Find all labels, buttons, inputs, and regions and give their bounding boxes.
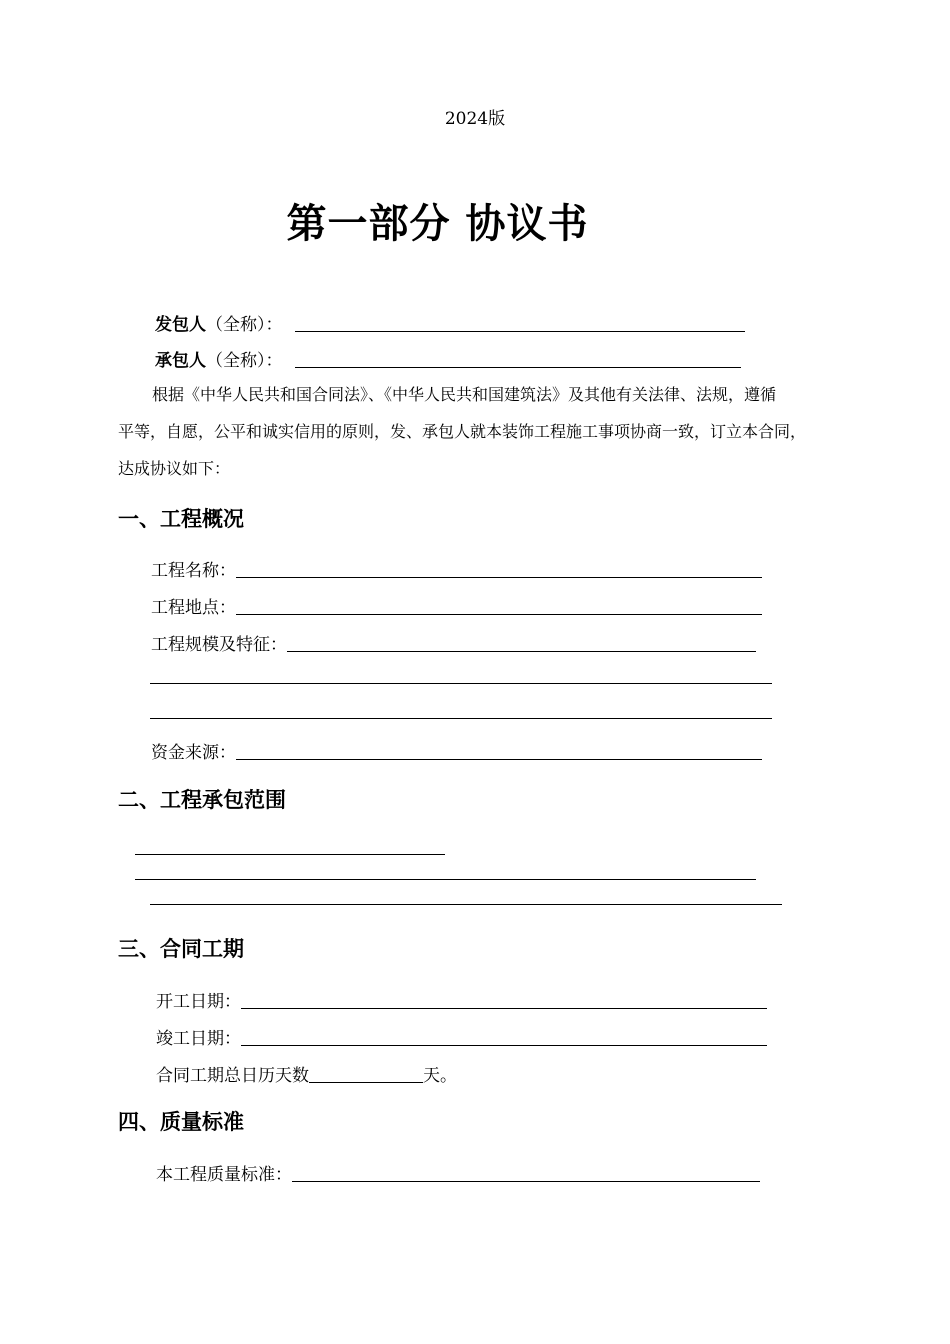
- section-1-heading: 一、工程概况: [118, 507, 244, 531]
- employer-row: [155, 310, 745, 335]
- start-date-label: 开工日期：: [156, 992, 241, 1012]
- section-4-heading: 四、质量标准: [118, 1110, 244, 1134]
- contractor-name-field[interactable]: [295, 367, 741, 368]
- employer-name-field[interactable]: [295, 331, 745, 332]
- project-scale-field-line-3[interactable]: [150, 718, 772, 719]
- intro-line-1: 根据《中华人民共和国合同法》、《中华人民共和国建筑法》及其他有关法律、法规，遵循: [152, 385, 777, 404]
- end-date-label: 竣工日期：: [156, 1029, 241, 1049]
- quality-field[interactable]: [292, 1181, 760, 1182]
- duration-prefix: 合同工期总日历天数: [156, 1066, 309, 1086]
- contractor-label: 承包人: [155, 351, 206, 371]
- project-name-label: 工程名称：: [151, 561, 236, 581]
- project-location-label: 工程地点：: [151, 598, 236, 618]
- funding-label: 资金来源：: [151, 743, 236, 763]
- funding-field[interactable]: [236, 759, 762, 760]
- duration-days-field[interactable]: [309, 1082, 423, 1083]
- start-date-field[interactable]: [241, 1008, 767, 1009]
- project-scale-field[interactable]: [287, 651, 756, 652]
- scope-field-line-2[interactable]: [135, 879, 756, 880]
- page-title: 第一部分 协议书: [286, 201, 589, 247]
- employer-note: （全称）：: [206, 315, 283, 335]
- contractor-note: （全称）：: [206, 351, 283, 371]
- section-3-heading: 三、合同工期: [118, 937, 244, 961]
- project-location-field[interactable]: [236, 614, 762, 615]
- project-scale-row: [151, 630, 756, 655]
- scope-field-line-1[interactable]: [135, 854, 445, 855]
- version-label: 2024版: [444, 109, 506, 129]
- duration-suffix: 天。: [423, 1066, 457, 1086]
- end-date-row: [156, 1024, 767, 1049]
- project-scale-field-line-2[interactable]: [150, 683, 772, 684]
- contractor-row: [155, 346, 741, 371]
- quality-row: [156, 1160, 760, 1185]
- employer-label: 发包人: [155, 315, 206, 335]
- project-location-row: [151, 593, 762, 618]
- intro-line-2: 平等，自愿，公平和诚实信用的原则，发、承包人就本装饰工程施工事项协商一致，订立本合同，: [118, 422, 807, 441]
- project-scale-label: 工程规模及特征：: [151, 635, 287, 655]
- section-2-heading: 二、工程承包范围: [118, 788, 286, 812]
- funding-row: [151, 738, 762, 763]
- project-name-field[interactable]: [236, 577, 762, 578]
- end-date-field[interactable]: [241, 1045, 767, 1046]
- intro-line-3: 达成协议如下：: [118, 459, 231, 478]
- start-date-row: [156, 987, 767, 1012]
- project-name-row: [151, 556, 762, 581]
- scope-field-line-3[interactable]: [150, 904, 782, 905]
- quality-label: 本工程质量标准：: [156, 1165, 292, 1185]
- duration-row: [156, 1061, 457, 1086]
